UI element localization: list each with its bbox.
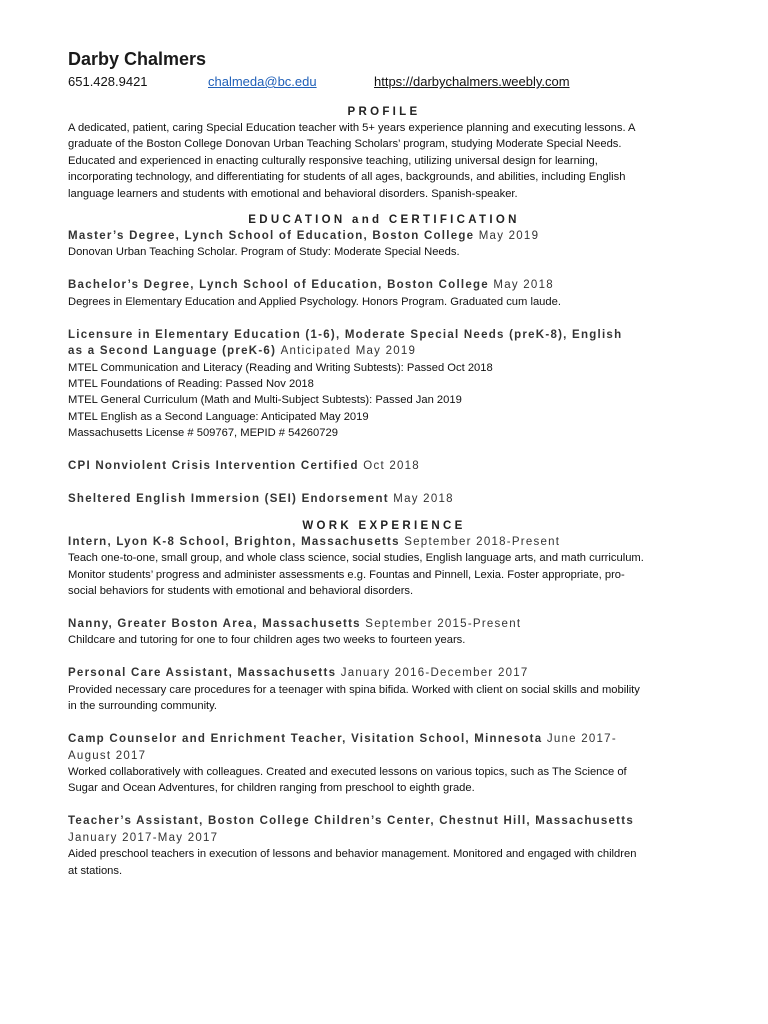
website-link[interactable]: https://darbychalmers.weebly.com bbox=[374, 74, 570, 89]
licensure-line: MTEL Foundations of Reading: Passed Nov 2018 bbox=[68, 378, 314, 391]
pca-line: in the surrounding community. bbox=[68, 700, 218, 713]
bachelors-entry bbox=[68, 277, 700, 310]
masters-entry bbox=[68, 228, 700, 261]
bachelors-detail: Degrees in Elementary Education and Applied Psychology. Honors Program. Graduated cum laude. bbox=[68, 295, 561, 308]
licensure-line: MTEL Communication and Literacy (Reading and Writing Subtests): Passed Oct 2018 bbox=[68, 361, 493, 374]
masters-detail: Donovan Urban Teaching Scholar. Program of Study: Moderate Special Needs. bbox=[68, 246, 460, 259]
masters-heading: Master’s Degree, Lynch School of Education, Boston College May 2019 bbox=[68, 230, 540, 243]
licensure-line: MTEL General Curriculum (Math and Multi-Subject Subtests): Passed Jan 2019 bbox=[68, 394, 462, 407]
ta-line: Aided preschool teachers in execution of lessons and behavior management. Monitored and engaged with children bbox=[68, 848, 637, 861]
pca-heading: Personal Care Assistant, Massachusetts January 2016-December 2017 bbox=[68, 667, 529, 680]
ta-line: at stations. bbox=[68, 864, 123, 877]
profile-paragraph bbox=[68, 120, 700, 202]
masters-date: May 2019 bbox=[478, 230, 540, 243]
camp-date: June 2017- bbox=[546, 733, 617, 746]
camp-line: Sugar and Ocean Adventures, for children ranging from preschool to eighth grade. bbox=[68, 782, 475, 795]
work-section-title: WORK EXPERIENCE bbox=[302, 519, 466, 532]
camp-entry bbox=[68, 731, 700, 797]
nanny-heading: Nanny, Greater Boston Area, Massachusetts September 2015-Present bbox=[68, 617, 522, 630]
licensure-heading-continued: as a Second Language (preK-6) Anticipated May 2019 bbox=[68, 345, 417, 358]
nanny-date: September 2015-Present bbox=[365, 617, 522, 630]
cpi-heading: CPI Nonviolent Crisis Intervention Certified Oct 2018 bbox=[68, 460, 420, 473]
ta-heading-continued bbox=[68, 830, 700, 846]
phone-number: 651.428.9421 bbox=[68, 74, 148, 89]
profile-line: incorporating technology, and differentiating for students of all ages, backgrounds, and abilities, including English bbox=[68, 171, 626, 184]
pca-date: January 2016-December 2017 bbox=[340, 667, 529, 680]
sei-date: May 2018 bbox=[393, 493, 454, 506]
licensure-date: Anticipated May 2019 bbox=[280, 345, 417, 358]
intern-date: September 2018-Present bbox=[404, 535, 561, 548]
profile-line: Educated and experienced in enacting culturally responsive teaching, utilizing universal design for learning, bbox=[68, 154, 598, 167]
ta-date: January 2017-May 2017 bbox=[68, 831, 219, 844]
profile-line: A dedicated, patient, caring Special Education teacher with 5+ years experience planning and executing lessons. A bbox=[68, 122, 636, 134]
ta-heading: Teacher’s Assistant, Boston College Children’s Center, Chestnut Hill, Massachusetts bbox=[68, 815, 634, 828]
camp-date-end: August 2017 bbox=[68, 749, 147, 762]
licensure-line: MTEL English as a Second Language: Anticipated May 2019 bbox=[68, 410, 369, 423]
nanny-line: Childcare and tutoring for one to four children ages two weeks to fourteen years. bbox=[68, 634, 466, 647]
pca-entry bbox=[68, 665, 700, 714]
intern-entry bbox=[68, 534, 700, 600]
nanny-entry bbox=[68, 616, 700, 649]
intern-line: Teach one-to-one, small group, and whole class science, social studies, English language arts, and math curriculum. bbox=[68, 552, 644, 565]
intern-line: social behaviors for students with emotional and behavioral disorders. bbox=[68, 584, 414, 597]
camp-line: Worked collaboratively with colleagues. Created and executed lessons on various topics, such as The Science of bbox=[68, 765, 627, 778]
bachelors-date: May 2018 bbox=[493, 279, 554, 292]
sei-heading: Sheltered English Immersion (SEI) Endorsement May 2018 bbox=[68, 493, 454, 506]
bachelors-heading: Bachelor’s Degree, Lynch School of Education, Boston College May 2018 bbox=[68, 279, 554, 292]
contact-row bbox=[68, 72, 700, 92]
licensure-line: Massachusetts License # 509767, MEPID # 54260729 bbox=[68, 427, 338, 440]
intern-heading: Intern, Lyon K-8 School, Brighton, Massachusetts September 2018-Present bbox=[68, 535, 561, 548]
education-section-title: EDUCATION and CERTIFICATION bbox=[248, 214, 520, 227]
intern-line: Monitor students’ progress and administer assessments e.g. Fountas and Pinnell, Lexia. Foster appropriate, pro- bbox=[68, 568, 625, 581]
licensure-heading: Licensure in Elementary Education (1-6), Moderate Special Needs (preK-8), English bbox=[68, 328, 623, 341]
email-link[interactable]: chalmeda@bc.edu bbox=[208, 74, 317, 89]
cpi-date: Oct 2018 bbox=[363, 460, 420, 473]
camp-heading: Camp Counselor and Enrichment Teacher, Visitation School, Minnesota June 2017- bbox=[68, 733, 617, 746]
candidate-name: Darby Chalmers bbox=[68, 49, 207, 69]
camp-heading-continued bbox=[68, 748, 700, 764]
profile-line: language learners and students with emotional and behavioral disorders. Spanish-speaker. bbox=[68, 187, 518, 200]
profile-line: graduate of the Boston College Donovan Urban Teaching Scholars’ program, studying Moderate Special Needs. bbox=[68, 138, 622, 151]
licensure-entry bbox=[68, 327, 700, 442]
ta-entry bbox=[68, 813, 700, 879]
pca-line: Provided necessary care procedures for a teenager with spina bifida. Worked with client on social skills and mobility bbox=[68, 683, 640, 696]
profile-section-title: PROFILE bbox=[347, 106, 421, 118]
